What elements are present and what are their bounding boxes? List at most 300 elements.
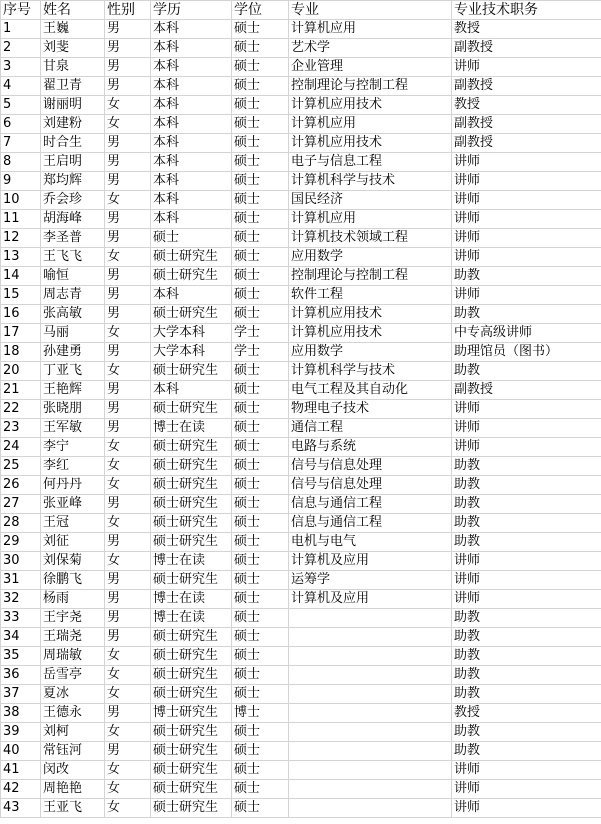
cell-degree: 硕士 — [232, 761, 289, 780]
table-row — [1, 134, 601, 153]
cell-index: 18 — [1, 343, 41, 362]
cell-title: 讲师 — [452, 172, 601, 191]
cell-major: 国民经济 — [289, 191, 452, 210]
cell-title: 副教授 — [452, 115, 601, 134]
cell-major: 计算机及应用 — [289, 552, 452, 571]
cell-major: 计算机应用 — [289, 115, 452, 134]
cell-name: 胡海峰 — [41, 210, 105, 229]
cell-education: 本科 — [151, 172, 232, 191]
table-row — [1, 400, 601, 419]
cell-gender: 女 — [105, 723, 151, 742]
cell-degree: 硕士 — [232, 191, 289, 210]
table-row — [1, 191, 601, 210]
cell-name: 刘柯 — [41, 723, 105, 742]
cell-degree: 博士 — [232, 704, 289, 723]
cell-title: 助教 — [452, 628, 601, 647]
header-education: 学历 — [151, 1, 232, 20]
cell-gender: 男 — [105, 628, 151, 647]
cell-title: 中专高级讲师 — [452, 324, 601, 343]
cell-gender: 女 — [105, 324, 151, 343]
cell-title: 讲师 — [452, 799, 601, 818]
cell-gender: 男 — [105, 39, 151, 58]
cell-title: 助教 — [452, 742, 601, 761]
cell-major: 计算机科学与技术 — [289, 172, 452, 191]
cell-title: 助教 — [452, 666, 601, 685]
cell-name: 何丹丹 — [41, 476, 105, 495]
cell-title: 讲师 — [452, 191, 601, 210]
cell-name: 周艳艳 — [41, 780, 105, 799]
cell-index: 35 — [1, 647, 41, 666]
cell-major: 电路与系统 — [289, 438, 452, 457]
cell-title: 讲师 — [452, 780, 601, 799]
table-row — [1, 476, 601, 495]
cell-gender: 女 — [105, 647, 151, 666]
cell-name: 李圣普 — [41, 229, 105, 248]
cell-name: 王巍 — [41, 20, 105, 39]
cell-name: 丁亚飞 — [41, 362, 105, 381]
cell-index: 31 — [1, 571, 41, 590]
cell-index: 22 — [1, 400, 41, 419]
cell-major — [289, 628, 452, 647]
table-row — [1, 628, 601, 647]
cell-degree: 硕士 — [232, 780, 289, 799]
cell-education: 硕士研究生 — [151, 742, 232, 761]
cell-education: 博士在读 — [151, 552, 232, 571]
cell-major: 计算机应用技术 — [289, 324, 452, 343]
cell-index: 27 — [1, 495, 41, 514]
cell-gender: 女 — [105, 248, 151, 267]
cell-gender: 男 — [105, 77, 151, 96]
cell-name: 王军敏 — [41, 419, 105, 438]
cell-index: 15 — [1, 286, 41, 305]
cell-gender: 女 — [105, 514, 151, 533]
table-row — [1, 685, 601, 704]
cell-major: 计算机应用 — [289, 210, 452, 229]
cell-degree: 学士 — [232, 324, 289, 343]
cell-name: 闵改 — [41, 761, 105, 780]
header-gender: 性别 — [105, 1, 151, 20]
cell-name: 王冠 — [41, 514, 105, 533]
cell-education: 硕士 — [151, 229, 232, 248]
cell-degree: 硕士 — [232, 134, 289, 153]
cell-degree: 硕士 — [232, 742, 289, 761]
cell-degree: 硕士 — [232, 39, 289, 58]
cell-major: 计算机应用技术 — [289, 134, 452, 153]
cell-education: 博士在读 — [151, 419, 232, 438]
cell-major: 控制理论与控制工程 — [289, 267, 452, 286]
table-row — [1, 514, 601, 533]
cell-title: 助教 — [452, 723, 601, 742]
cell-gender: 男 — [105, 742, 151, 761]
cell-index: 23 — [1, 419, 41, 438]
table-row — [1, 324, 601, 343]
cell-index: 25 — [1, 457, 41, 476]
table-row — [1, 210, 601, 229]
cell-index: 1 — [1, 20, 41, 39]
cell-major: 软件工程 — [289, 286, 452, 305]
cell-gender: 女 — [105, 552, 151, 571]
cell-name: 周志青 — [41, 286, 105, 305]
cell-major — [289, 780, 452, 799]
cell-major: 电子与信息工程 — [289, 153, 452, 172]
table-row — [1, 552, 601, 571]
table-row — [1, 761, 601, 780]
cell-major — [289, 609, 452, 628]
cell-education: 本科 — [151, 77, 232, 96]
cell-index: 8 — [1, 153, 41, 172]
cell-title: 讲师 — [452, 419, 601, 438]
cell-degree: 硕士 — [232, 96, 289, 115]
cell-title: 助教 — [452, 647, 601, 666]
cell-major: 计算机应用技术 — [289, 96, 452, 115]
cell-degree: 硕士 — [232, 20, 289, 39]
table-row — [1, 780, 601, 799]
cell-education: 本科 — [151, 115, 232, 134]
cell-gender: 女 — [105, 799, 151, 818]
cell-gender: 男 — [105, 172, 151, 191]
cell-name: 王德永 — [41, 704, 105, 723]
cell-major: 计算机应用 — [289, 20, 452, 39]
cell-index: 29 — [1, 533, 41, 552]
cell-education: 硕士研究生 — [151, 780, 232, 799]
cell-education: 博士在读 — [151, 590, 232, 609]
cell-name: 王宇尧 — [41, 609, 105, 628]
cell-degree: 硕士 — [232, 362, 289, 381]
cell-title: 副教授 — [452, 39, 601, 58]
cell-education: 硕士研究生 — [151, 685, 232, 704]
cell-major: 计算机技术领域工程 — [289, 229, 452, 248]
table-row — [1, 742, 601, 761]
cell-education: 本科 — [151, 39, 232, 58]
cell-name: 王瑞尧 — [41, 628, 105, 647]
cell-index: 41 — [1, 761, 41, 780]
cell-degree: 硕士 — [232, 400, 289, 419]
header-row — [1, 1, 601, 20]
cell-title: 助教 — [452, 609, 601, 628]
cell-index: 10 — [1, 191, 41, 210]
cell-gender: 男 — [105, 267, 151, 286]
cell-name: 张高敏 — [41, 305, 105, 324]
cell-gender: 男 — [105, 153, 151, 172]
table-row — [1, 495, 601, 514]
cell-education: 本科 — [151, 191, 232, 210]
table-row — [1, 77, 601, 96]
cell-education: 本科 — [151, 58, 232, 77]
cell-gender: 女 — [105, 115, 151, 134]
cell-name: 翟卫青 — [41, 77, 105, 96]
cell-gender: 男 — [105, 533, 151, 552]
cell-index: 43 — [1, 799, 41, 818]
cell-degree: 硕士 — [232, 495, 289, 514]
cell-title: 讲师 — [452, 590, 601, 609]
cell-education: 硕士研究生 — [151, 248, 232, 267]
cell-education: 本科 — [151, 20, 232, 39]
cell-degree: 硕士 — [232, 229, 289, 248]
cell-degree: 硕士 — [232, 799, 289, 818]
cell-degree: 硕士 — [232, 609, 289, 628]
cell-education: 博士在读 — [151, 609, 232, 628]
cell-major: 运筹学 — [289, 571, 452, 590]
cell-name: 刘建粉 — [41, 115, 105, 134]
cell-gender: 男 — [105, 20, 151, 39]
cell-name: 刘斐 — [41, 39, 105, 58]
cell-education: 硕士研究生 — [151, 799, 232, 818]
cell-title: 讲师 — [452, 58, 601, 77]
cell-index: 42 — [1, 780, 41, 799]
cell-name: 王启明 — [41, 153, 105, 172]
header-index: 序号 — [1, 1, 41, 20]
cell-name: 常钰河 — [41, 742, 105, 761]
cell-major: 电机与电气 — [289, 533, 452, 552]
table-row — [1, 153, 601, 172]
cell-name: 李红 — [41, 457, 105, 476]
table-row — [1, 96, 601, 115]
cell-index: 37 — [1, 685, 41, 704]
cell-major — [289, 742, 452, 761]
cell-education: 博士研究生 — [151, 704, 232, 723]
cell-degree: 硕士 — [232, 419, 289, 438]
cell-index: 9 — [1, 172, 41, 191]
cell-index: 16 — [1, 305, 41, 324]
cell-title: 助教 — [452, 476, 601, 495]
table-row — [1, 20, 601, 39]
cell-index: 21 — [1, 381, 41, 400]
table-row — [1, 438, 601, 457]
cell-title: 教授 — [452, 20, 601, 39]
cell-title: 讲师 — [452, 438, 601, 457]
cell-gender: 女 — [105, 666, 151, 685]
cell-index: 24 — [1, 438, 41, 457]
header-major: 专业 — [289, 1, 452, 20]
cell-education: 硕士研究生 — [151, 438, 232, 457]
cell-name: 刘保菊 — [41, 552, 105, 571]
cell-major: 计算机应用技术 — [289, 305, 452, 324]
cell-degree: 硕士 — [232, 457, 289, 476]
cell-major: 艺术学 — [289, 39, 452, 58]
cell-gender: 男 — [105, 704, 151, 723]
cell-title: 讲师 — [452, 286, 601, 305]
cell-index: 13 — [1, 248, 41, 267]
cell-name: 马丽 — [41, 324, 105, 343]
cell-major — [289, 799, 452, 818]
cell-gender: 男 — [105, 58, 151, 77]
cell-gender: 男 — [105, 400, 151, 419]
cell-index: 2 — [1, 39, 41, 58]
table-row — [1, 666, 601, 685]
table-row — [1, 647, 601, 666]
cell-gender: 女 — [105, 438, 151, 457]
table-row — [1, 248, 601, 267]
cell-name: 喻恒 — [41, 267, 105, 286]
cell-gender: 男 — [105, 609, 151, 628]
cell-degree: 硕士 — [232, 590, 289, 609]
cell-major — [289, 666, 452, 685]
cell-education: 本科 — [151, 134, 232, 153]
cell-major — [289, 723, 452, 742]
cell-index: 12 — [1, 229, 41, 248]
cell-index: 33 — [1, 609, 41, 628]
cell-education: 硕士研究生 — [151, 362, 232, 381]
cell-title: 讲师 — [452, 552, 601, 571]
cell-index: 17 — [1, 324, 41, 343]
cell-education: 硕士研究生 — [151, 723, 232, 742]
cell-gender: 女 — [105, 685, 151, 704]
cell-major — [289, 704, 452, 723]
cell-education: 本科 — [151, 286, 232, 305]
cell-title: 助教 — [452, 267, 601, 286]
cell-degree: 硕士 — [232, 476, 289, 495]
table-row — [1, 419, 601, 438]
cell-title: 讲师 — [452, 229, 601, 248]
cell-degree: 学士 — [232, 343, 289, 362]
cell-title: 助教 — [452, 533, 601, 552]
cell-gender: 女 — [105, 780, 151, 799]
cell-title: 副教授 — [452, 381, 601, 400]
cell-title: 讲师 — [452, 571, 601, 590]
header-title: 专业技术职务 — [452, 1, 601, 20]
cell-index: 6 — [1, 115, 41, 134]
cell-title: 助教 — [452, 685, 601, 704]
cell-degree: 硕士 — [232, 647, 289, 666]
cell-gender: 女 — [105, 457, 151, 476]
cell-name: 王艳辉 — [41, 381, 105, 400]
cell-index: 30 — [1, 552, 41, 571]
header-name: 姓名 — [41, 1, 105, 20]
cell-name: 谢丽明 — [41, 96, 105, 115]
cell-major: 信息与通信工程 — [289, 495, 452, 514]
cell-major: 物理电子技术 — [289, 400, 452, 419]
cell-index: 11 — [1, 210, 41, 229]
cell-major — [289, 761, 452, 780]
table-row — [1, 799, 601, 818]
cell-title: 助理馆员（图书） — [452, 343, 601, 362]
cell-name: 夏冰 — [41, 685, 105, 704]
cell-major: 控制理论与控制工程 — [289, 77, 452, 96]
cell-gender: 男 — [105, 210, 151, 229]
cell-major — [289, 647, 452, 666]
cell-name: 徐鹏飞 — [41, 571, 105, 590]
cell-index: 26 — [1, 476, 41, 495]
cell-education: 硕士研究生 — [151, 476, 232, 495]
cell-title: 讲师 — [452, 153, 601, 172]
cell-title: 讲师 — [452, 761, 601, 780]
cell-degree: 硕士 — [232, 381, 289, 400]
cell-gender: 女 — [105, 761, 151, 780]
cell-major — [289, 685, 452, 704]
cell-gender: 男 — [105, 495, 151, 514]
cell-gender: 男 — [105, 286, 151, 305]
cell-name: 张亚峰 — [41, 495, 105, 514]
cell-education: 硕士研究生 — [151, 533, 232, 552]
cell-major: 计算机科学与技术 — [289, 362, 452, 381]
cell-index: 7 — [1, 134, 41, 153]
cell-index: 20 — [1, 362, 41, 381]
cell-gender: 男 — [105, 571, 151, 590]
cell-education: 硕士研究生 — [151, 514, 232, 533]
cell-title: 教授 — [452, 96, 601, 115]
cell-degree: 硕士 — [232, 533, 289, 552]
table-row — [1, 172, 601, 191]
header-degree: 学位 — [232, 1, 289, 20]
cell-gender: 男 — [105, 305, 151, 324]
cell-education: 硕士研究生 — [151, 761, 232, 780]
table-row — [1, 362, 601, 381]
cell-title: 副教授 — [452, 77, 601, 96]
cell-name: 李宁 — [41, 438, 105, 457]
cell-degree: 硕士 — [232, 666, 289, 685]
cell-degree: 硕士 — [232, 172, 289, 191]
cell-education: 硕士研究生 — [151, 666, 232, 685]
cell-index: 14 — [1, 267, 41, 286]
cell-gender: 男 — [105, 229, 151, 248]
cell-title: 助教 — [452, 305, 601, 324]
table-row — [1, 267, 601, 286]
cell-degree: 硕士 — [232, 685, 289, 704]
cell-index: 38 — [1, 704, 41, 723]
cell-name: 时合生 — [41, 134, 105, 153]
cell-title: 助教 — [452, 514, 601, 533]
cell-education: 硕士研究生 — [151, 400, 232, 419]
cell-education: 硕士研究生 — [151, 571, 232, 590]
cell-name: 乔会珍 — [41, 191, 105, 210]
cell-major: 应用数学 — [289, 248, 452, 267]
table-row — [1, 704, 601, 723]
cell-gender: 女 — [105, 191, 151, 210]
cell-education: 本科 — [151, 381, 232, 400]
table-row — [1, 609, 601, 628]
cell-name: 刘征 — [41, 533, 105, 552]
table-row — [1, 343, 601, 362]
cell-gender: 女 — [105, 96, 151, 115]
cell-gender: 女 — [105, 476, 151, 495]
cell-index: 3 — [1, 58, 41, 77]
cell-degree: 硕士 — [232, 438, 289, 457]
cell-degree: 硕士 — [232, 58, 289, 77]
cell-education: 本科 — [151, 96, 232, 115]
cell-index: 39 — [1, 723, 41, 742]
cell-degree: 硕士 — [232, 286, 289, 305]
table-row — [1, 305, 601, 324]
cell-title: 讲师 — [452, 400, 601, 419]
cell-degree: 硕士 — [232, 723, 289, 742]
cell-degree: 硕士 — [232, 267, 289, 286]
table-row — [1, 533, 601, 552]
cell-index: 36 — [1, 666, 41, 685]
cell-gender: 男 — [105, 419, 151, 438]
cell-name: 张晓朋 — [41, 400, 105, 419]
cell-major: 电气工程及其自动化 — [289, 381, 452, 400]
cell-education: 硕士研究生 — [151, 647, 232, 666]
table-row — [1, 58, 601, 77]
cell-education: 本科 — [151, 210, 232, 229]
cell-degree: 硕士 — [232, 210, 289, 229]
cell-gender: 男 — [105, 343, 151, 362]
table-row — [1, 229, 601, 248]
cell-major: 应用数学 — [289, 343, 452, 362]
cell-gender: 男 — [105, 134, 151, 153]
cell-degree: 硕士 — [232, 115, 289, 134]
cell-name: 周瑞敏 — [41, 647, 105, 666]
table-row — [1, 590, 601, 609]
table-row — [1, 381, 601, 400]
table-row — [1, 723, 601, 742]
cell-name: 王飞飞 — [41, 248, 105, 267]
cell-title: 教授 — [452, 704, 601, 723]
table-row — [1, 571, 601, 590]
cell-education: 硕士研究生 — [151, 267, 232, 286]
cell-degree: 硕士 — [232, 628, 289, 647]
cell-major: 信号与信息处理 — [289, 476, 452, 495]
